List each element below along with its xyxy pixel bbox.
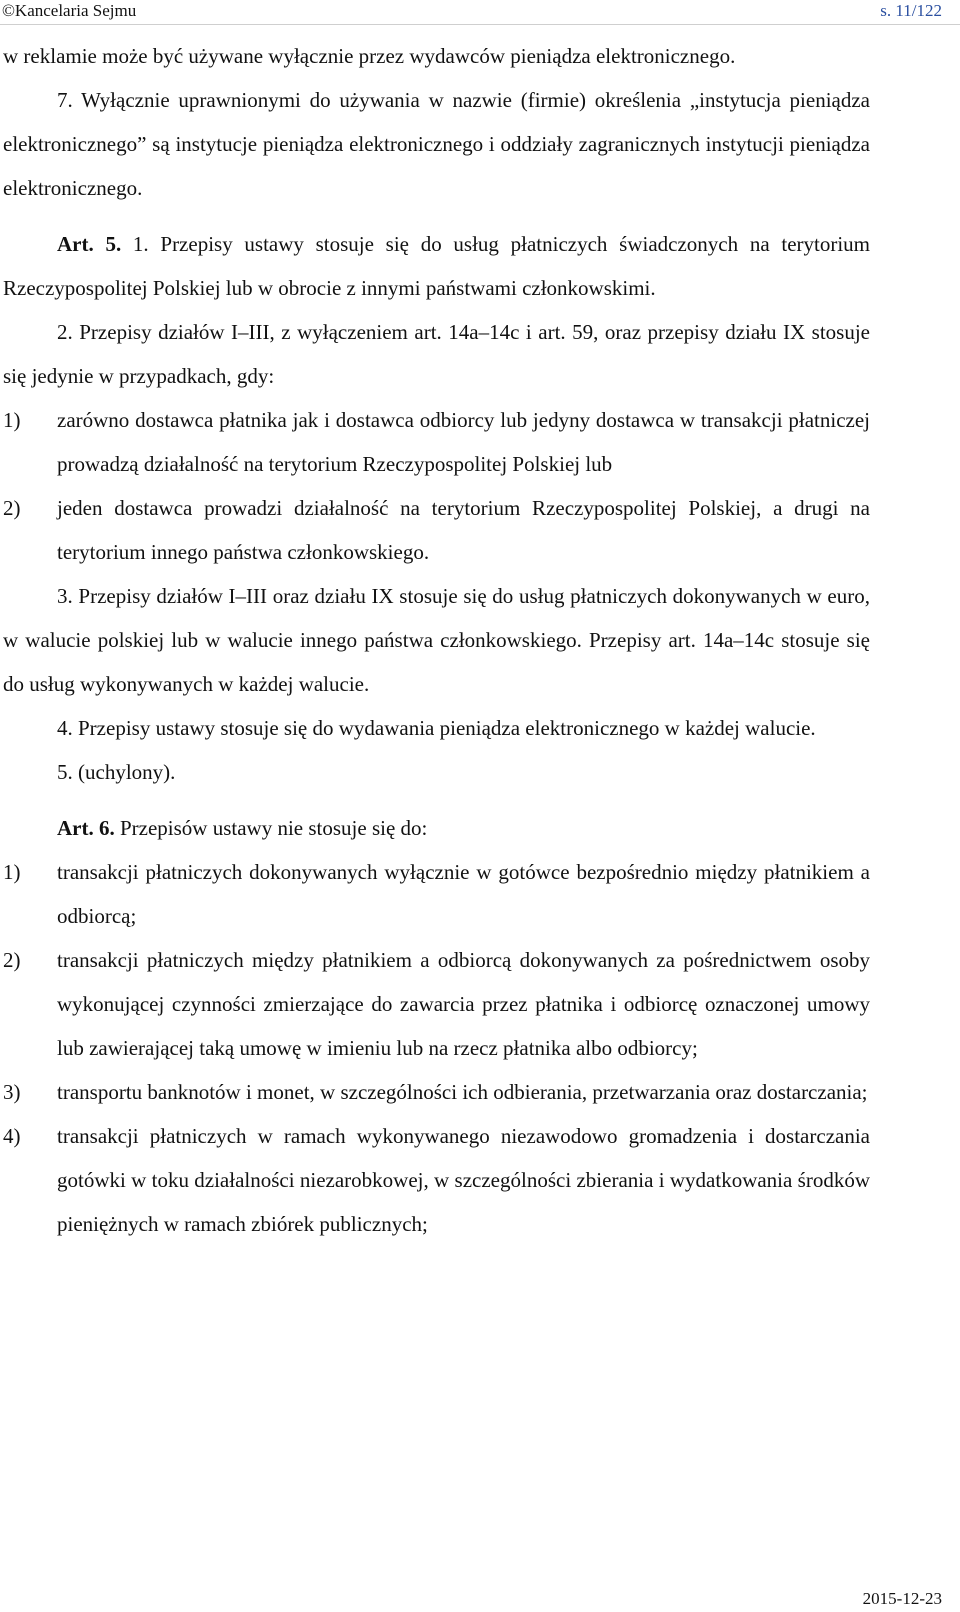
list-item-text: transportu banknotów i monet, w szczególności ich odbierania, przetwarzania oraz dostarczania; [57,1080,868,1104]
header-divider [0,24,960,25]
list-item [3,486,870,574]
article-5-paragraph-3: 3. Przepisy działów I–III oraz działu IX stosuje się do usług płatniczych dokonywanych w euro, w walucie polskiej lub w walucie innego państwa członkowskiego. Przepisy art. 14a–14c stosuje się do usług wykonywanych w każdej walucie. [3,584,870,696]
document-body [3,34,870,1246]
list-item-text: transakcji płatniczych w ramach wykonywanego niezawodowo gromadzenia i dostarczania gotówki w toku działalności niezarobkowej, w szczególności zbierania i wydatkowania środków pieniężnych w ramach zbiórek publicznych; [57,1124,870,1236]
document-date: 2015-12-23 [862,1589,942,1608]
list-item [3,850,870,938]
article-5-paragraph-2: 2. Przepisy działów I–III, z wyłączeniem art. 14a–14c i art. 59, oraz przepisy działu IX stosuje się jedynie w przypadkach, gdy: [3,320,870,388]
article-5-paragraph-4: 4. Przepisy ustawy stosuje się do wydawania pieniądza elektronicznego w każdej walucie. [57,716,816,740]
article-5-title: Art. 5. [57,232,122,256]
list-item-number: 1) [3,860,21,884]
paragraph-7: 7. Wyłącznie uprawnionymi do używania w nazwie (firmie) określenia „instytucja pieniądza elektronicznego” są instytucje pieniądza elektronicznego i oddziały zagranicznych instytucji pieniądza elektronicznego. [3,88,870,200]
article-6-intro-text: Przepisów ustawy nie stosuje się do: [119,816,428,840]
copyright-header: ©Kancelaria Sejmu [2,1,137,20]
list-item [3,398,870,486]
article-6-title: Art. 6. [57,816,115,840]
list-item-text: transakcji płatniczych dokonywanych wyłącznie w gotówce bezpośrednio między płatnikiem a odbiorcą; [57,860,870,928]
page-number: s. 11/122 [880,1,942,20]
list-item-text: zarówno dostawca płatnika jak i dostawca odbiorcy lub jedyny dostawca w transakcji płatniczej prowadzą działalność na terytorium Rzeczypospolitej Polskiej lub [57,408,870,476]
paragraph-continuation: w reklamie może być używane wyłącznie przez wydawców pieniądza elektronicznego. [3,44,736,68]
list-item-number: 2) [3,496,21,520]
list-item [3,938,870,1070]
article-5-paragraph-1-text: 1. Przepisy ustawy stosuje się do usług płatniczych świadczonych na terytorium Rzeczypospolitej Polskiej lub w obrocie z innymi państwami członkowskimi. [3,232,870,300]
list-item-number: 2) [3,948,21,972]
list-item-number: 1) [3,408,21,432]
list-item-number: 4) [3,1124,21,1148]
list-item-text: jeden dostawca prowadzi działalność na terytorium Rzeczypospolitej Polskiej, a drugi na terytorium innego państwa członkowskiego. [57,496,870,564]
article-5-paragraph-5: 5. (uchylony). [57,760,176,784]
list-item [3,1070,870,1114]
list-item-text: transakcji płatniczych między płatnikiem a odbiorcą dokonywanych za pośrednictwem osoby wykonującej czynności zmierzające do zawarcia przez płatnika i odbiorcę oznaczonej umowy lub zawierającej taką umowę w imieniu lub na rzecz płatnika albo odbiorcy; [57,948,870,1060]
article-5-paragraph-1 [3,222,870,310]
list-item-number: 3) [3,1080,21,1104]
article-6-intro [3,806,870,850]
list-item [3,1114,870,1246]
